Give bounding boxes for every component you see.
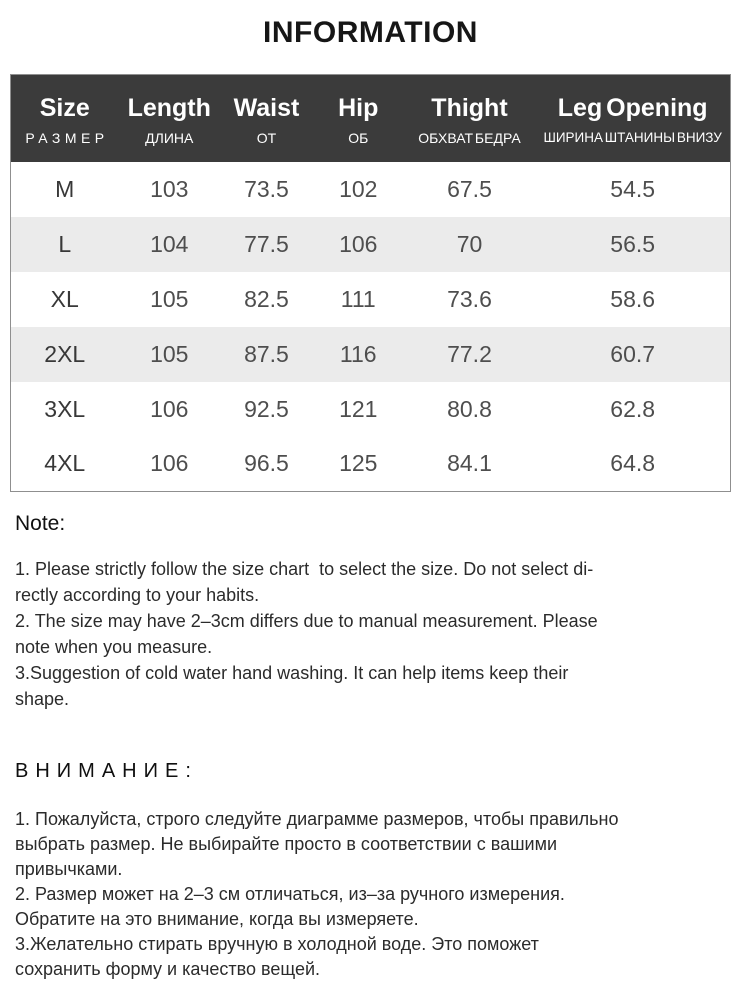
cell-leg-opening: 54.5 bbox=[535, 162, 730, 217]
column-header-thight-en: Thight bbox=[431, 94, 508, 123]
cell-hip: 121 bbox=[313, 382, 404, 437]
column-header-length bbox=[119, 75, 221, 162]
cell-thight: 73.6 bbox=[404, 272, 536, 327]
cell-leg-opening: 60.7 bbox=[535, 327, 730, 382]
cell-thight: 70 bbox=[404, 217, 536, 272]
note-line: rectly according to your habits. bbox=[15, 585, 260, 605]
note-line: 2. The size may have 2–3cm differs due to manual measurement. Please bbox=[15, 611, 598, 631]
cell-size: XL bbox=[11, 272, 119, 327]
note-body-russian bbox=[15, 807, 726, 982]
table-row-2xl bbox=[11, 327, 731, 382]
note-section-russian bbox=[15, 760, 726, 982]
cell-size: L bbox=[11, 217, 119, 272]
cell-length: 106 bbox=[119, 437, 221, 492]
note-title-english: Note: bbox=[15, 512, 66, 535]
cell-leg-opening: 56.5 bbox=[535, 217, 730, 272]
column-header-size bbox=[11, 75, 119, 162]
note-section-english bbox=[15, 512, 726, 712]
cell-leg-opening: 58.6 bbox=[535, 272, 730, 327]
cell-thight: 67.5 bbox=[404, 162, 536, 217]
column-header-length-en: Length bbox=[127, 94, 211, 123]
table-row-xl bbox=[11, 272, 731, 327]
cell-hip: 116 bbox=[313, 327, 404, 382]
note-line: shape. bbox=[15, 689, 70, 709]
column-header-size-en: Size bbox=[39, 94, 90, 123]
cell-waist: 82.5 bbox=[220, 272, 313, 327]
size-table-header bbox=[11, 75, 731, 162]
cell-size: M bbox=[11, 162, 119, 217]
cell-hip: 102 bbox=[313, 162, 404, 217]
cell-length: 106 bbox=[119, 382, 221, 437]
page-title: INFORMATION bbox=[263, 16, 478, 49]
cell-waist: 87.5 bbox=[220, 327, 313, 382]
cell-waist: 77.5 bbox=[220, 217, 313, 272]
cell-hip: 106 bbox=[313, 217, 404, 272]
column-header-thight bbox=[404, 75, 536, 162]
table-row-l bbox=[11, 217, 731, 272]
note-line: note when you measure. bbox=[15, 637, 213, 657]
cell-length: 104 bbox=[119, 217, 221, 272]
column-header-hip bbox=[313, 75, 404, 162]
cell-length: 103 bbox=[119, 162, 221, 217]
note-line: 3.Suggestion of cold water hand washing. It can help items keep their bbox=[15, 663, 569, 683]
cell-size: 2XL bbox=[11, 327, 119, 382]
column-header-length-ru: ДЛИНА bbox=[145, 130, 194, 147]
note-title-russian: ВНИМАНИЕ: bbox=[15, 760, 198, 782]
header-row bbox=[11, 75, 731, 162]
note-body-english bbox=[15, 556, 726, 712]
cell-leg-opening: 62.8 bbox=[535, 382, 730, 437]
column-header-thight-ru: ОБХВАТ БЕДРА bbox=[418, 130, 521, 147]
cell-thight: 77.2 bbox=[404, 327, 536, 382]
cell-thight: 80.8 bbox=[404, 382, 536, 437]
column-header-hip-ru: ОБ bbox=[348, 130, 369, 147]
column-header-leg-opening-en: Leg Opening bbox=[557, 94, 708, 123]
column-header-leg-opening bbox=[535, 75, 730, 162]
column-header-leg-opening-ru: ШИРИНА ШТАНИНЫ ВНИЗУ bbox=[543, 130, 722, 146]
table-row-3xl bbox=[11, 382, 731, 437]
note-line: 1. Пожалуйста, строго следуйте диаграмме размеров, чтобы правильно bbox=[15, 809, 619, 829]
cell-thight: 84.1 bbox=[404, 437, 536, 492]
size-table-body bbox=[11, 162, 731, 492]
cell-waist: 96.5 bbox=[220, 437, 313, 492]
cell-waist: 92.5 bbox=[220, 382, 313, 437]
cell-hip: 125 bbox=[313, 437, 404, 492]
note-line: 2. Размер может на 2–3 см отличаться, из–за ручного измерения. bbox=[15, 884, 565, 904]
column-header-waist bbox=[220, 75, 313, 162]
column-header-waist-en: Waist bbox=[233, 94, 300, 123]
note-line: Обратите на это внимание, когда вы измеряете. bbox=[15, 909, 419, 929]
table-row-4xl bbox=[11, 437, 731, 492]
cell-hip: 111 bbox=[313, 272, 404, 327]
note-line: выбрать размер. Не выбирайте просто в соответствии с вашими bbox=[15, 834, 558, 854]
note-line: сохранить форму и качество вещей. bbox=[15, 959, 321, 979]
cell-leg-opening: 64.8 bbox=[535, 437, 730, 492]
cell-size: 3XL bbox=[11, 382, 119, 437]
table-row-m bbox=[11, 162, 731, 217]
cell-size: 4XL bbox=[11, 437, 119, 492]
size-chart-table bbox=[10, 74, 731, 492]
column-header-size-ru: РАЗМЕР bbox=[25, 130, 109, 147]
cell-length: 105 bbox=[119, 272, 221, 327]
cell-length: 105 bbox=[119, 327, 221, 382]
column-header-waist-ru: ОТ bbox=[256, 130, 277, 147]
note-line: 3.Желательно стирать вручную в холодной воде. Это поможет bbox=[15, 934, 539, 954]
note-line: привычками. bbox=[15, 859, 123, 879]
note-line: 1. Please strictly follow the size chart to select the size. Do not select di- bbox=[15, 559, 594, 579]
cell-waist: 73.5 bbox=[220, 162, 313, 217]
column-header-hip-en: Hip bbox=[338, 94, 379, 123]
